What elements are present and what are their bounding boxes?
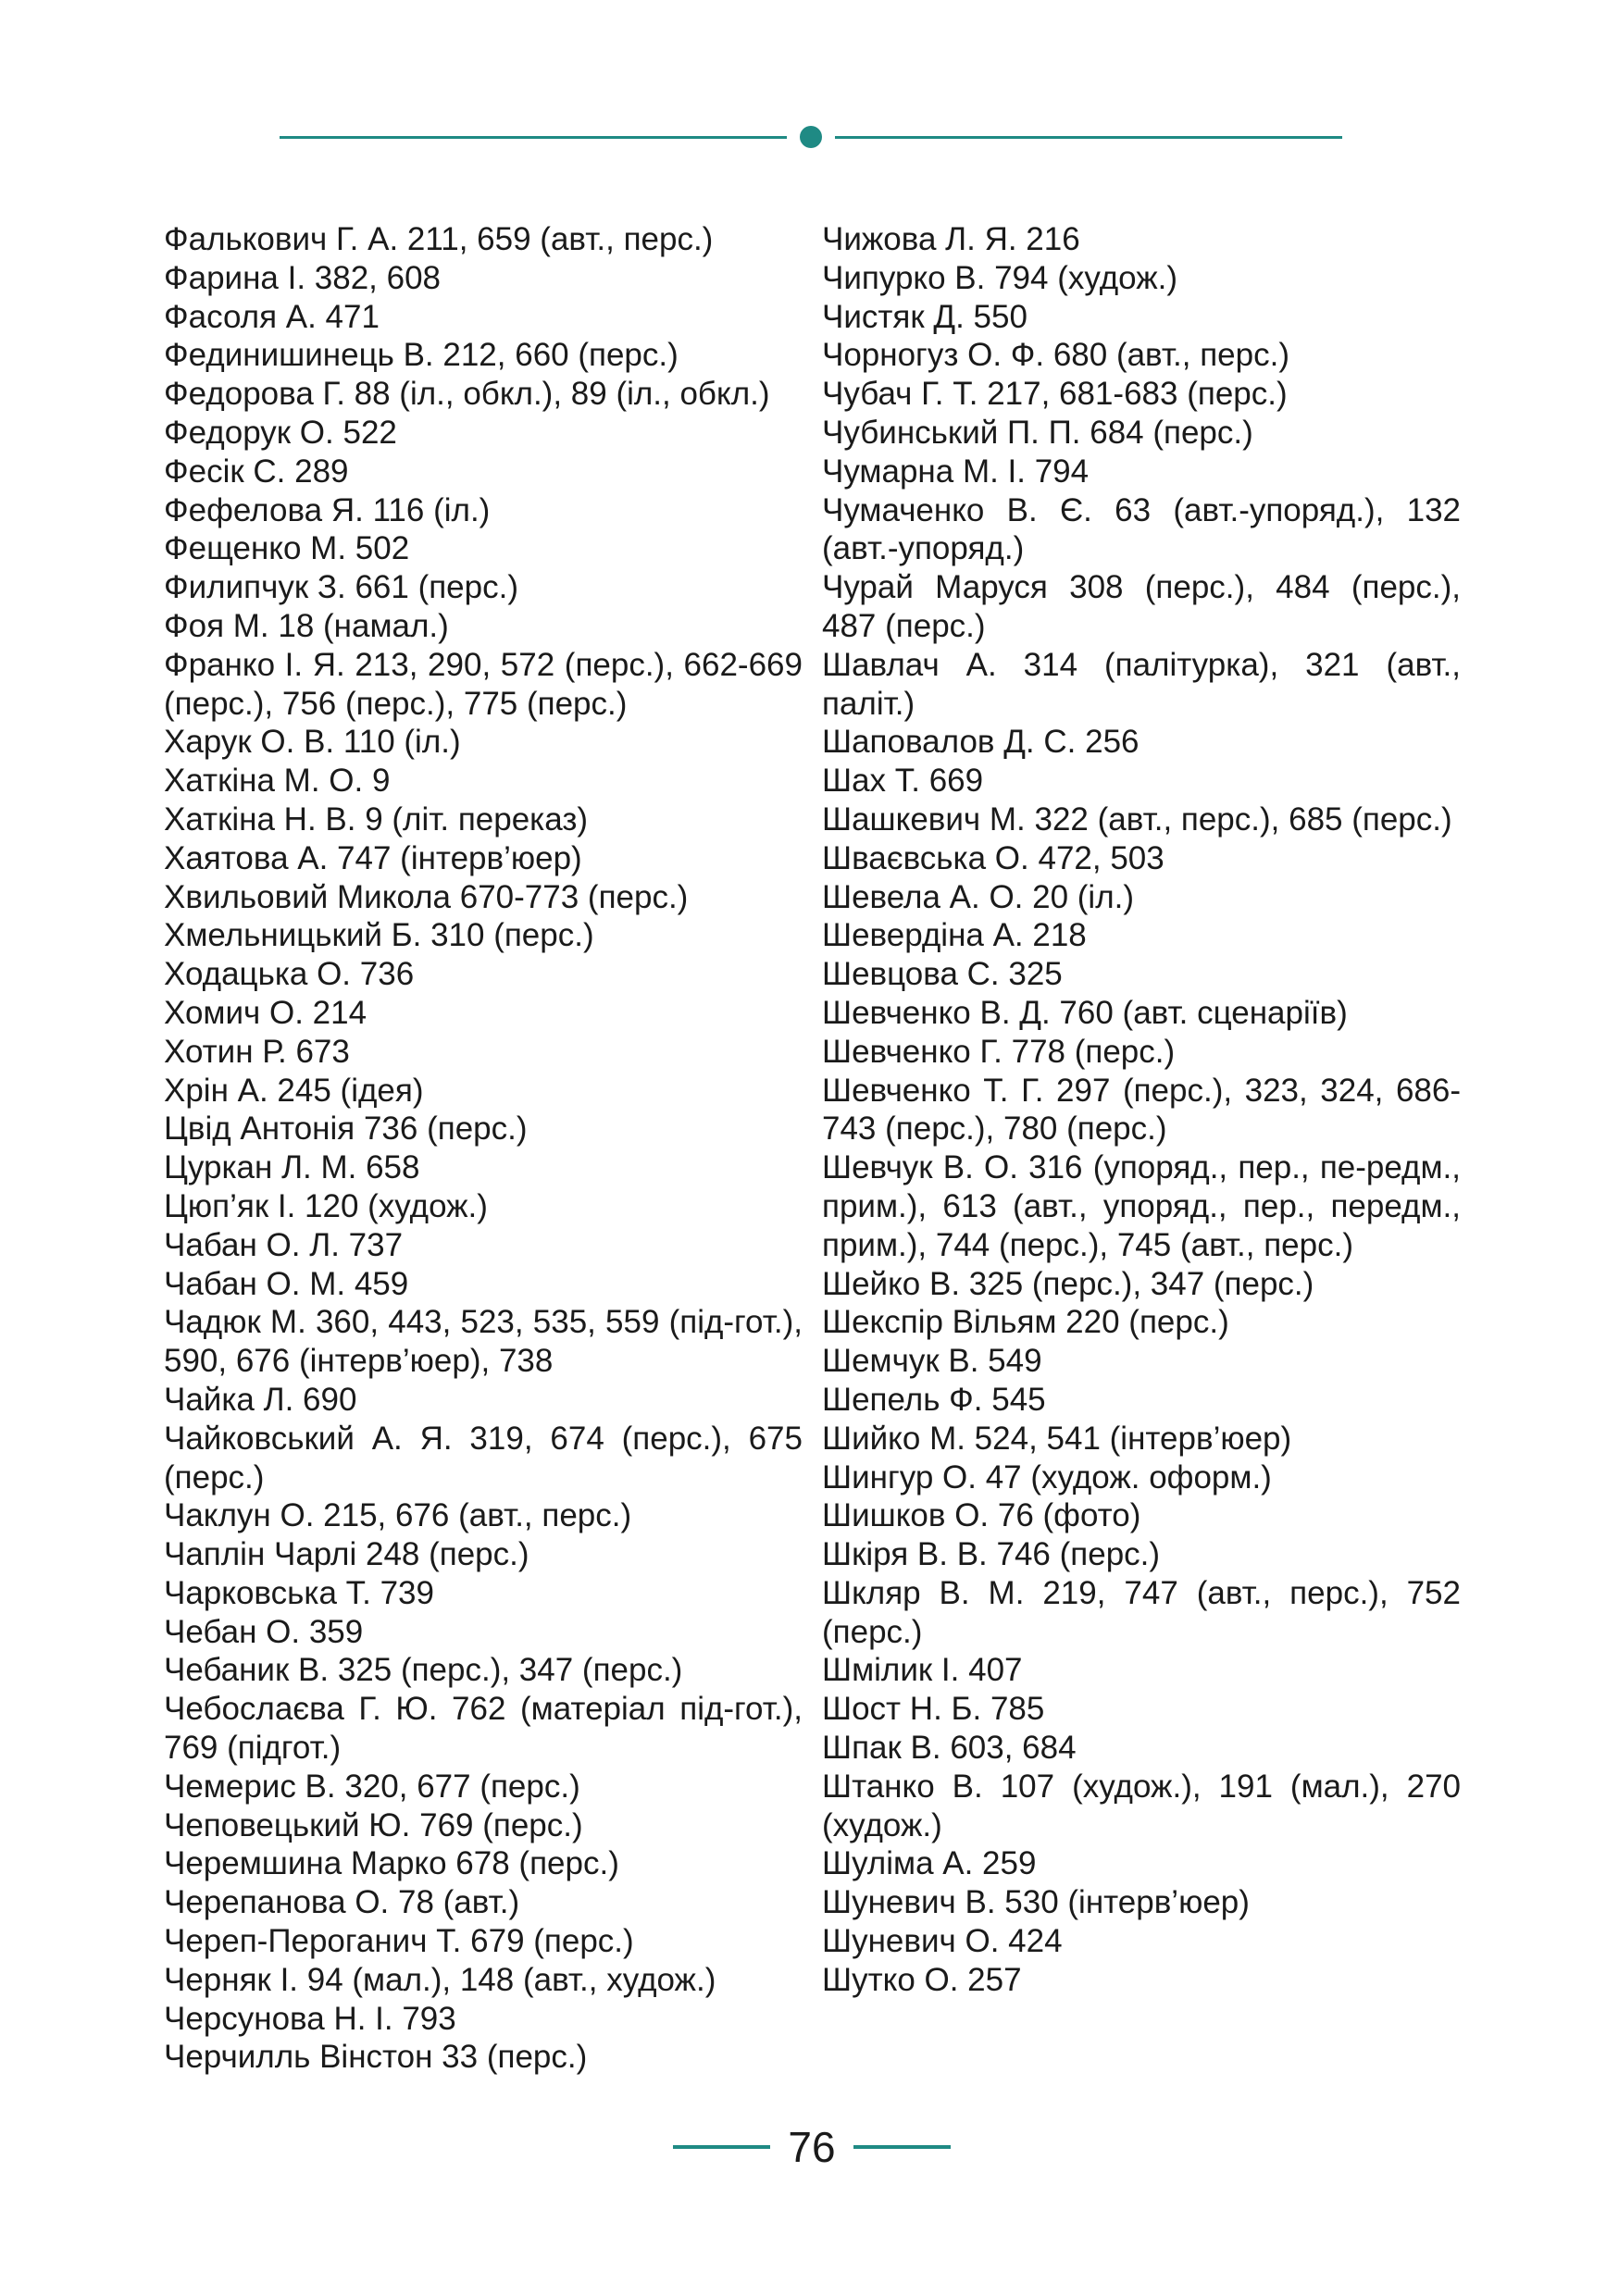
index-entry: Чумарна М. І. 794	[822, 453, 1090, 490]
index-entry: Чижова Л. Я. 216	[822, 221, 1080, 257]
index-entry: Шевченко Г. 778 (перс.)	[822, 1033, 1176, 1070]
index-entry: Шевердіна А. 218	[822, 917, 1087, 954]
index-entry: Череп-Пероганич Т. 679 (перс.)	[164, 1923, 634, 1960]
index-entry: Чебослаєва Г. Ю. 762 (матеріал під-гот.), 769 (підгот.)	[164, 1691, 803, 1767]
index-entry: Шкляр В. М. 219, 747 (авт., перс.), 752 (перс.)	[822, 1574, 1461, 1650]
index-entry: Черсунова Н. І. 793	[164, 2000, 456, 2037]
index-entry: Чумаченко В. Є. 63 (авт.-упоряд.), 132 (авт.-упоряд.)	[822, 491, 1461, 567]
index-entry: Хаткіна М. О. 9	[164, 763, 391, 800]
index-entry: Чебаник В. 325 (перс.), 347 (перс.)	[164, 1652, 683, 1689]
index-entry: Шашкевич М. 322 (авт., перс.), 685 (перс.)	[822, 800, 1452, 838]
index-entry: Фефелова Я. 116 (іл.)	[164, 491, 491, 528]
index-entry: Шуневич В. 530 (інтерв’юер)	[822, 1884, 1250, 1921]
index-entry: Шах Т. 669	[822, 763, 984, 800]
index-entry: Чаклун О. 215, 676 (авт., перс.)	[164, 1497, 632, 1534]
index-entry: Хмельницький Б. 310 (перс.)	[164, 917, 594, 954]
index-entry: Чабан О. Л. 737	[164, 1226, 404, 1263]
index-entry: Черемшина Марко 678 (перс.)	[164, 1845, 619, 1882]
index-entry: Чабан О. М. 459	[164, 1265, 409, 1302]
index-column-right	[822, 220, 1461, 2000]
index-entry: Чебан О. 359	[164, 1613, 364, 1650]
page-number: 76	[788, 2123, 836, 2171]
footer-line-left	[673, 2145, 770, 2149]
index-entry: Чадюк М. 360, 443, 523, 535, 559 (під-гот.), 590, 676 (інтерв’юер), 738	[164, 1304, 803, 1380]
index-entry: Филипчук З. 661 (перс.)	[164, 569, 518, 606]
index-entry: Шавлач А. 314 (палітурка), 321 (авт., паліт.)	[822, 646, 1461, 722]
index-entry: Шпак В. 603, 684	[822, 1730, 1077, 1767]
index-entry: Чеповецький Ю. 769 (перс.)	[164, 1806, 583, 1843]
index-entry: Черчилль Вінстон 33 (перс.)	[164, 2039, 588, 2076]
index-entry: Черняк І. 94 (мал.), 148 (авт., худож.)	[164, 1961, 716, 1998]
index-entry: Шутко О. 257	[822, 1961, 1022, 1998]
index-entry: Хвильовий Микола 670-773 (перс.)	[164, 878, 689, 915]
index-entry: Чубинський П. П. 684 (перс.)	[822, 414, 1253, 451]
ornament-line-right	[835, 136, 1342, 139]
index-entry: Шишков О. 76 (фото)	[822, 1497, 1141, 1534]
index-entry: Фарина І. 382, 608	[164, 259, 442, 296]
index-entry: Чайковський А. Я. 319, 674 (перс.), 675 (перс.)	[164, 1420, 803, 1496]
index-entry: Ходацька О. 736	[164, 956, 415, 993]
index-entry: Шекспір Вільям 220 (перс.)	[822, 1304, 1229, 1341]
index-entry: Шваєвська О. 472, 503	[822, 839, 1164, 876]
index-entry: Фещенко М. 502	[164, 530, 410, 567]
index-entry: Черепанова О. 78 (авт.)	[164, 1884, 520, 1921]
index-entry: Цвід Антонія 736 (перс.)	[164, 1111, 528, 1148]
index-entry: Федорук О. 522	[164, 414, 397, 451]
index-entry: Шаповалов Д. С. 256	[822, 724, 1140, 761]
footer-line-right	[853, 2145, 951, 2149]
index-entry: Федорова Г. 88 (іл., обкл.), 89 (іл., обкл.)	[164, 376, 770, 413]
index-entry: Шейко В. 325 (перс.), 347 (перс.)	[822, 1265, 1314, 1302]
index-entry: Шийко М. 524, 541 (інтерв’юер)	[822, 1420, 1292, 1457]
index-entry: Штанко В. 107 (худож.), 191 (мал.), 270 (худож.)	[822, 1768, 1461, 1843]
index-entry: Цуркан Л. М. 658	[164, 1149, 420, 1186]
index-entry: Харук О. В. 110 (іл.)	[164, 724, 461, 761]
index-entry: Чубач Г. Т. 217, 681-683 (перс.)	[822, 376, 1288, 413]
index-entry: Шмілик І. 407	[822, 1652, 1023, 1689]
index-entry: Шкіря В. В. 746 (перс.)	[822, 1536, 1161, 1573]
index-entry: Хрін А. 245 (ідея)	[164, 1072, 424, 1109]
index-entry: Фоя М. 18 (намал.)	[164, 607, 449, 644]
page-footer	[0, 2119, 1619, 2175]
index-entry: Шингур О. 47 (худож. оформ.)	[822, 1458, 1272, 1496]
index-entry: Шевченко В. Д. 760 (авт. сценаріїв)	[822, 994, 1348, 1031]
index-entry: Шост Н. Б. 785	[822, 1691, 1045, 1728]
index-entry: Фединишинець В. 212, 660 (перс.)	[164, 337, 679, 374]
ornament-line-left	[280, 136, 787, 139]
index-entry: Чемерис В. 320, 677 (перс.)	[164, 1768, 580, 1805]
index-entry: Шепель Ф. 545	[822, 1381, 1046, 1418]
index-entry: Чурай Маруся 308 (перс.), 484 (перс.), 487 (перс.)	[822, 569, 1461, 644]
index-entry: Фесік С. 289	[164, 453, 349, 490]
index-entry: Чистяк Д. 550	[822, 298, 1027, 335]
index-column-left	[164, 220, 803, 2077]
index-entry: Чайка Л. 690	[164, 1381, 357, 1418]
index-entry: Шемчук В. 549	[822, 1343, 1042, 1380]
index-entry: Чарковська Т. 739	[164, 1574, 434, 1611]
top-ornament	[280, 126, 1342, 148]
index-entry: Хомич О. 214	[164, 994, 367, 1031]
index-entry: Чипурко В. 794 (худож.)	[822, 259, 1177, 296]
index-entry: Цюп’як І. 120 (худож.)	[164, 1187, 488, 1224]
index-entry: Шуневич О. 424	[822, 1923, 1063, 1960]
index-entry: Шевцова С. 325	[822, 956, 1063, 993]
index-entry: Шевела А. О. 20 (іл.)	[822, 878, 1135, 915]
index-entry: Чаплін Чарлі 248 (перс.)	[164, 1536, 529, 1573]
index-entry: Фалькович Г. А. 211, 659 (авт., перс.)	[164, 221, 714, 257]
index-entry: Шевчук В. О. 316 (упоряд., пер., пе-редм., прим.), 613 (авт., упоряд., пер., передм., прим.), 744 (перс.), 745 (авт., перс.)	[822, 1149, 1461, 1263]
index-entry: Шевченко Т. Г. 297 (перс.), 323, 324, 686-743 (перс.), 780 (перс.)	[822, 1072, 1461, 1148]
index-entry: Франко І. Я. 213, 290, 572 (перс.), 662-669 (перс.), 756 (перс.), 775 (перс.)	[164, 646, 803, 722]
index-entry: Чорногуз О. Ф. 680 (авт., перс.)	[822, 337, 1289, 374]
index-entry: Фасоля А. 471	[164, 298, 380, 335]
ornament-dot	[800, 126, 822, 148]
index-entry: Хаткіна Н. В. 9 (літ. переказ)	[164, 800, 589, 838]
index-entry: Хотин Р. 673	[164, 1033, 350, 1070]
index-entry: Хаятова А. 747 (інтерв’юер)	[164, 839, 582, 876]
index-entry: Шуліма А. 259	[822, 1845, 1037, 1882]
